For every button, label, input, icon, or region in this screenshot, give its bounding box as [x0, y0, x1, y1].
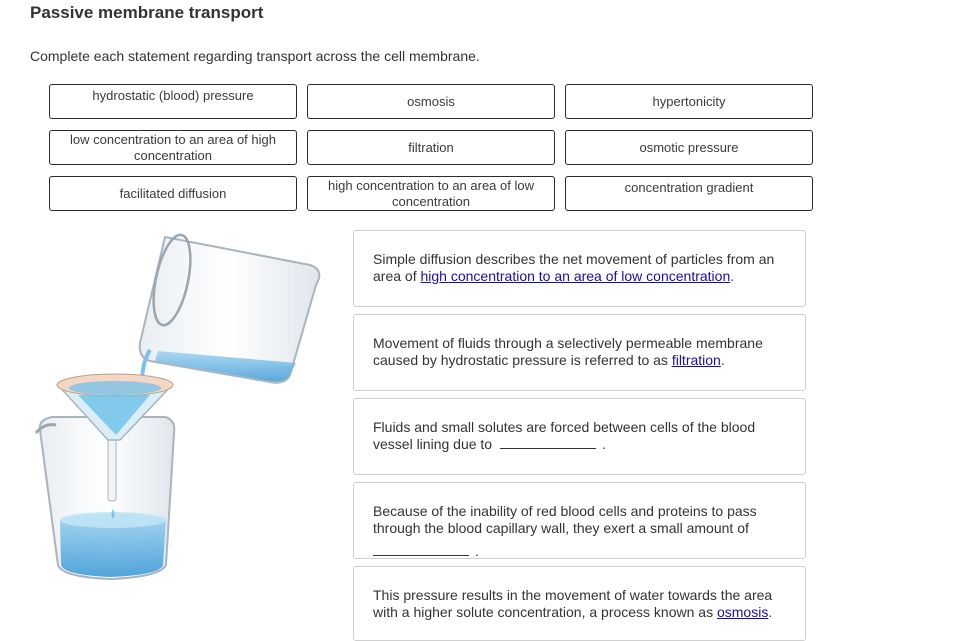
answer-drop-zone[interactable]: filtration [671, 352, 721, 368]
tilted-beaker [140, 232, 320, 383]
word-tile-label: concentration gradient [624, 180, 754, 195]
blank-drop-zone[interactable] [373, 543, 469, 556]
statement-punctuation: . [601, 436, 606, 452]
word-tile-filtration[interactable] [307, 130, 555, 165]
word-tile-low-to-high[interactable] [49, 130, 297, 165]
word-tile-concentration-gradient[interactable] [565, 176, 813, 211]
word-tile-label: facilitated diffusion [119, 185, 227, 201]
beaker-filtration-illustration [0, 225, 340, 585]
statement-punctuation: . [720, 352, 725, 368]
word-tile-hydrostatic-pressure[interactable] [49, 84, 297, 119]
blank-drop-zone[interactable] [500, 436, 596, 449]
statement-card-1 [353, 230, 806, 307]
word-tile-label: hydrostatic (blood) pressure [92, 88, 254, 103]
word-tile-osmotic-pressure[interactable] [565, 130, 813, 165]
statement-punctuation: . [768, 604, 773, 620]
instruction-text: Complete each statement regarding transport across the cell membrane. [30, 48, 480, 64]
statement-text: This pressure results in the movement of water towards the area with a higher solute concentration, a process known as [373, 587, 773, 620]
statement-card-5 [353, 566, 806, 641]
statement-card-4 [353, 482, 806, 559]
word-tile-label: filtration [408, 139, 454, 155]
statement-card-2 [353, 314, 806, 391]
word-tile-high-to-low[interactable] [307, 176, 555, 211]
lower-beaker [36, 417, 174, 579]
word-tile-label: osmosis [407, 93, 455, 109]
word-tile-label: low concentration to an area of high concentration [70, 131, 276, 163]
page-title: Passive membrane transport [30, 3, 264, 22]
word-tile-facilitated-diffusion[interactable] [49, 176, 297, 211]
word-tile-osmosis[interactable] [307, 84, 555, 119]
statement-punctuation: . [475, 543, 479, 559]
statement-text: Movement of fluids through a selectively permeable membrane caused by hydrostatic pressure is referred to as [373, 335, 763, 368]
statement-card-3 [353, 398, 806, 475]
statement-text: Fluids and small solutes are forced between cells of the blood vessel lining due to [373, 419, 756, 452]
statement-text: Simple diffusion describes the net movement of particles from an area of [373, 251, 775, 284]
statement-punctuation: . [730, 268, 735, 284]
word-tile-hypertonicity[interactable] [565, 84, 813, 119]
word-tile-label: hypertonicity [652, 93, 726, 109]
word-tile-label: high concentration to an area of low concentration [328, 177, 534, 209]
word-tile-label: osmotic pressure [639, 139, 739, 155]
answer-drop-zone[interactable]: osmosis [716, 604, 769, 620]
answer-drop-zone[interactable]: high concentration to an area of low concentration [420, 268, 731, 284]
statement-text: Because of the inability of red blood cells and proteins to pass through the blood capillary wall, they exert a small amount of [373, 503, 757, 536]
